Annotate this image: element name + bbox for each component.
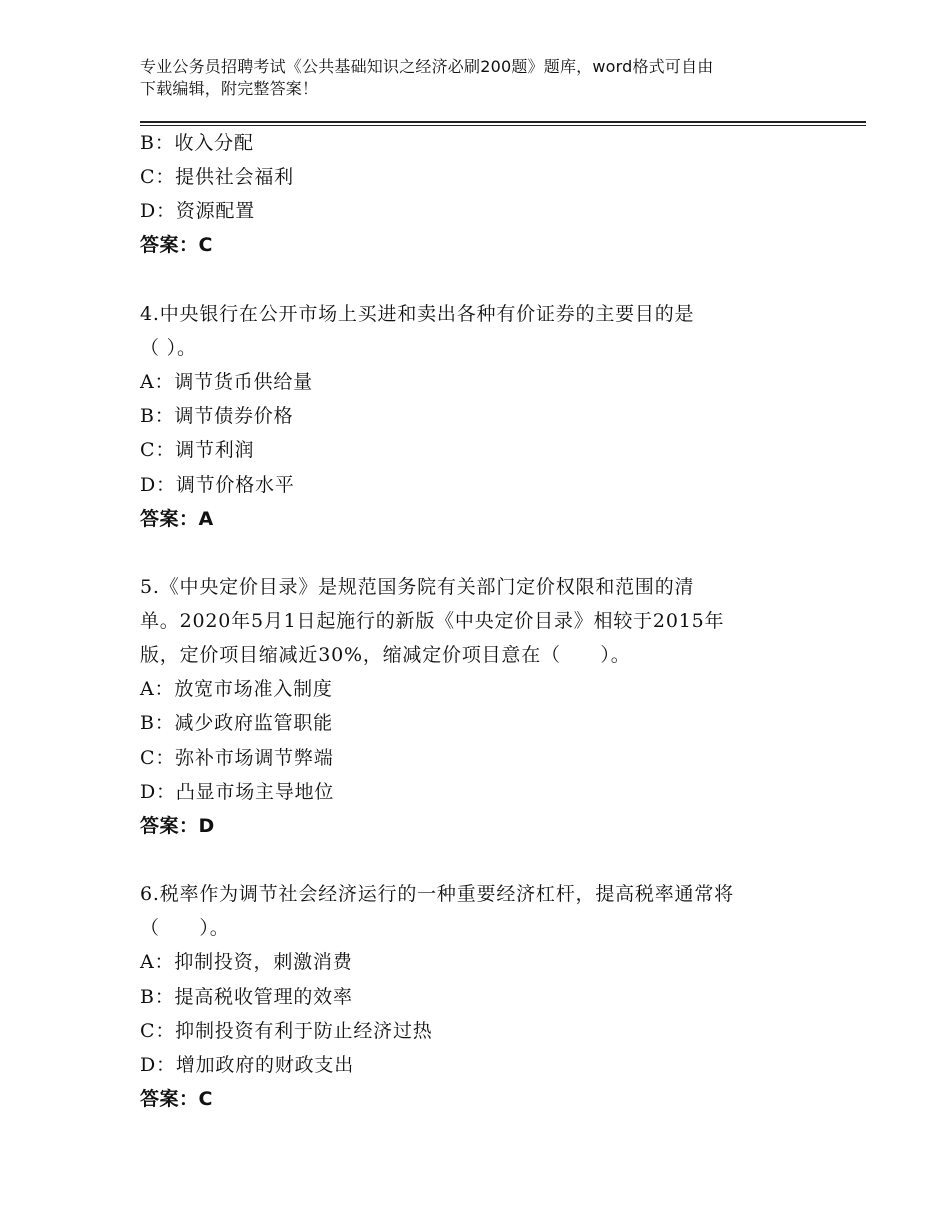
header-line-2: 下载编辑，附完整答案！ [140, 79, 319, 98]
q6-stem-line-2: （ ）。 [140, 917, 230, 939]
document-header [140, 56, 820, 100]
q6-option-c: C：抑制投资有利于防止经济过热 [140, 1020, 433, 1042]
q4-answer: 答案：A [140, 508, 214, 530]
header-divider-thin [140, 125, 866, 126]
q6-option-b: B：提高税收管理的效率 [140, 986, 353, 1008]
header-line-1: 专业公务员招聘考试《公共基础知识之经济必刷200题》题库，word格式可自由 [140, 57, 714, 76]
q6-stem-line-1: 6.税率作为调节社会经济运行的一种重要经济杠杆，提高税率通常将 [140, 883, 734, 905]
q5-answer: 答案：D [140, 815, 215, 837]
header-divider-thick [140, 121, 866, 123]
q4-option-a: A：调节货币供给量 [140, 371, 313, 393]
q4-option-c: C：调节利润 [140, 439, 255, 461]
q4-option-d: D：调节价格水平 [140, 474, 295, 496]
q6-option-a: A：抑制投资，刺激消费 [140, 951, 353, 973]
q5-option-a: A：放宽市场准入制度 [140, 678, 333, 700]
q5-stem-line-2: 单。2020年5月1日起施行的新版《中央定价目录》相较于2015年 [140, 610, 725, 632]
q5-option-b: B：减少政府监管职能 [140, 712, 333, 734]
q5-option-d: D：凸显市场主导地位 [140, 781, 335, 803]
q3-option-c: C：提供社会福利 [140, 166, 294, 188]
q6-option-d: D：增加政府的财政支出 [140, 1054, 355, 1076]
q6-answer: 答案：C [140, 1088, 213, 1110]
q5-stem-line-1: 5.《中央定价目录》是规范国务院有关部门定价权限和范围的清 [140, 576, 695, 598]
q4-stem-line-1: 4.中央银行在公开市场上买进和卖出各种有价证券的主要目的是 [140, 303, 695, 325]
q5-option-c: C：弥补市场调节弊端 [140, 747, 334, 769]
q4-option-b: B：调节债券价格 [140, 405, 294, 427]
q5-stem-line-3: 版，定价项目缩减近30%，缩减定价项目意在（ ）。 [140, 644, 631, 666]
q3-option-b: B：收入分配 [140, 132, 254, 154]
q4-stem-line-2: （ ）。 [140, 337, 197, 359]
q3-option-d: D：资源配置 [140, 200, 256, 222]
q3-answer: 答案：C [140, 234, 213, 256]
